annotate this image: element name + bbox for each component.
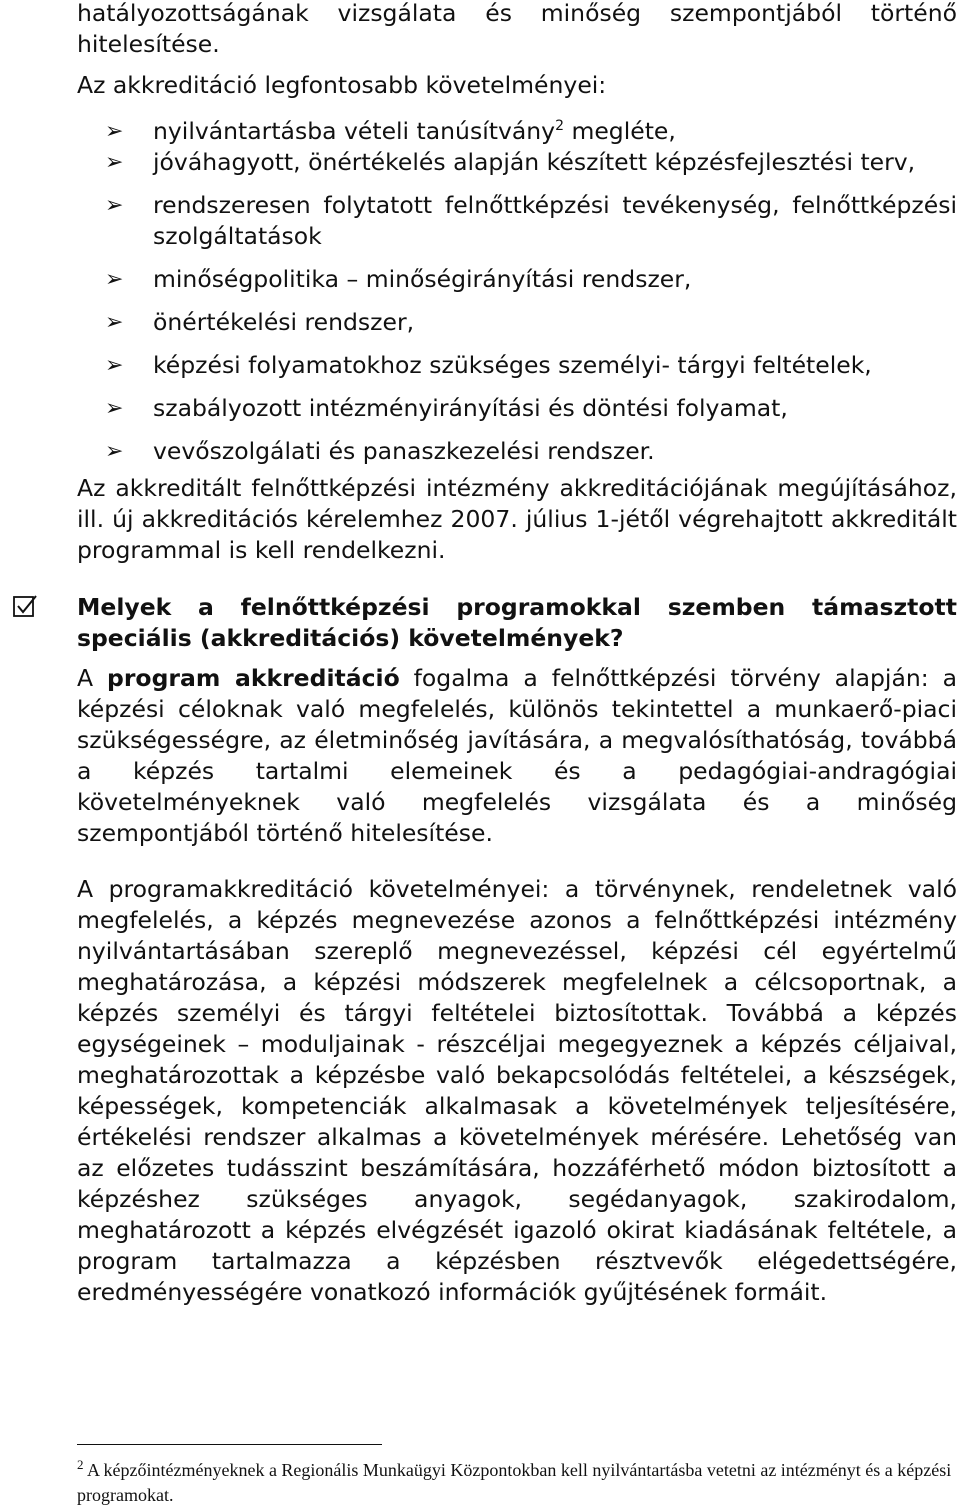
question-block	[12, 592, 957, 654]
requirements-list	[77, 116, 957, 467]
intro-paragraph: hatályozottságának vizsgálata és minőség szempontjából történő hitelesítése.	[77, 0, 957, 58]
arrowhead-bullet-icon: ➢	[105, 439, 124, 464]
list-item: ➢ vevőszolgálati és panaszkezelési rendszer.	[105, 437, 655, 465]
question-heading: Melyek a felnőttképzési programokkal szemben támasztott speciális (akkreditációs) követelmények?	[77, 593, 957, 652]
arrowhead-bullet-icon: ➢	[105, 396, 124, 421]
list-item: ➢ szabályozott intézményirányítási és döntési folyamat,	[105, 394, 788, 422]
arrowhead-bullet-icon: ➢	[105, 353, 124, 378]
arrowhead-bullet-icon: ➢	[105, 267, 124, 292]
requirements-heading: Az akkreditáció legfontosabb követelményei:	[77, 71, 607, 99]
arrowhead-bullet-icon: ➢	[105, 119, 124, 144]
footnote: $^2$ A képzőintézményeknek a Regionális Munkaügyi Központokban kell nyilvántartásba vetetni az intézményt és a képzési programokat.	[77, 1457, 952, 1505]
footnote-number: 2	[77, 1457, 84, 1472]
list-item: ➢ képzési folyamatokhoz szükséges személyi- tárgyi feltételek,	[105, 351, 872, 379]
footnote-ref: 2	[555, 118, 564, 134]
list-item: ➢ minőségpolitika – minőségirányítási rendszer,	[105, 265, 692, 293]
arrowhead-bullet-icon: ➢	[105, 310, 124, 335]
list-item: ➢ önértékelési rendszer,	[105, 308, 415, 336]
arrowhead-bullet-icon: ➢	[105, 150, 124, 175]
list-item: ➢ nyilvántartásba vételi tanúsítvány$^2$ megléte,	[105, 117, 676, 145]
list-item: ➢ rendszeresen folytatott felnőttképzési tevékenység, felnőttképzési szolgáltatások	[105, 191, 957, 250]
program-requirements-paragraph: A programakkreditáció követelményei: a törvénynek, rendeletnek való megfelelés, a képzés megnevezése azonos a felnőttképzési intézmény nyilvántartásában szereplő megnevezéssel, képzési cél egyértelmű meghatározása, a képzési módszerek megfelelnek a célcsoportnak, a képzés személyi és tárgyi feltételei biztosítottak. Továbbá a képzés egységeinek – moduljainak - részcéljai megegyeznek a képzés céljaival, meghatározottak a képzésbe való bekapcsolódás feltételei, a készségek, képességek, kompetenciák alkalmasak a követelmények teljesítésére, értékelési rendszer alkalmas a követelmények mérésére. Lehetőség van az előzetes tudásszint beszámítására, hozzáférhető módon biztosított a képzéshez szükséges anyagok, segédanyagok, szakirodalom, meghatározott a képzés elvégzését igazoló okirat kiadásának feltétele, a program tartalmazza a képzésben résztvevők elégedettségére, eredményességére vonatkozó információk gyűjtésének formáit.	[77, 875, 957, 1306]
emphasis-term: program akkreditáció	[107, 664, 400, 692]
footnote-separator	[77, 1444, 382, 1445]
arrowhead-bullet-icon: ➢	[105, 193, 124, 218]
definition-paragraph: A program akkreditáció fogalma a felnőttképzési törvény alapján: a képzési céloknak való megfelelés, különös tekintettel a munkaerő-piaci szükségességre, az életminőség javítására, a megvalósíthatóság, továbbá a képzés tartalmi elemeinek és a pedagógiai-andragógiai követelményeknek való megfelelés vizsgálata és a minőség szempontjából történő hitelesítése.	[77, 664, 957, 847]
list-item: ➢ jóváhagyott, önértékelés alapján készített képzésfejlesztési terv,	[105, 148, 916, 176]
renewal-paragraph: Az akkreditált felnőttképzési intézmény akkreditációjának megújításához, ill. új akkreditációs kérelemhez 2007. július 1-jétől végrehajtott akkreditált programmal is kell rendelkezni.	[77, 474, 957, 564]
checkbox-checked-icon	[12, 594, 38, 620]
